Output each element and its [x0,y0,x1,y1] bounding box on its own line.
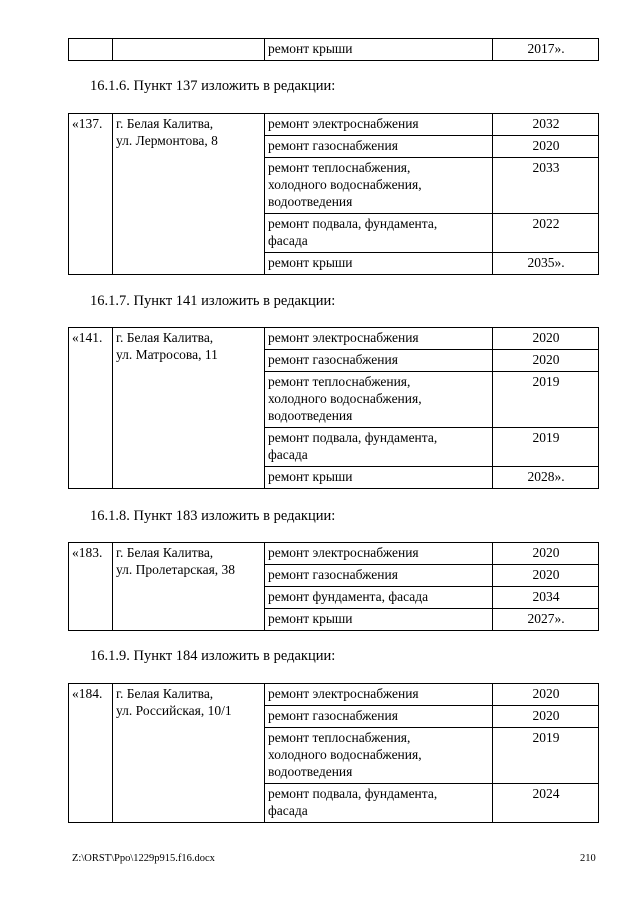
section-heading: 16.1.9. Пункт 184 изложить в редакции: [90,648,336,664]
table-section-184 [68,683,599,823]
year-cell: 2034 [493,587,599,609]
num-cell: «137. [69,114,113,275]
table-row [69,328,599,350]
table-row [69,114,599,136]
section-heading: 16.1.6. Пункт 137 изложить в редакции: [90,78,336,94]
year-cell: 2019 [493,428,599,467]
year-cell: 2019 [493,728,599,784]
work-cell: ремонт газоснабжения [265,136,493,158]
year-cell: 2020 [493,706,599,728]
work-cell: ремонт теплоснабжения, холодного водоснабжения, водоотведения [265,372,493,428]
year-cell: 2017». [493,39,599,61]
address-cell [113,39,265,61]
address-cell: г. Белая Калитва, ул. Лермонтова, 8 [113,114,265,275]
work-cell: ремонт газоснабжения [265,706,493,728]
work-cell: ремонт электроснабжения [265,114,493,136]
table-section-141 [68,327,599,489]
work-cell: ремонт газоснабжения [265,565,493,587]
work-cell: ремонт подвала, фундамента, фасада [265,428,493,467]
year-cell: 2019 [493,372,599,428]
year-cell: 2032 [493,114,599,136]
num-cell: «183. [69,543,113,631]
work-cell: ремонт теплоснабжения, холодного водоснабжения, водоотведения [265,158,493,214]
year-cell: 2022 [493,214,599,253]
year-cell: 2024 [493,784,599,823]
work-cell: ремонт фундамента, фасада [265,587,493,609]
table-row [69,543,599,565]
work-cell: ремонт крыши [265,39,493,61]
section-heading: 16.1.7. Пункт 141 изложить в редакции: [90,293,336,309]
work-cell: ремонт подвала, фундамента, фасада [265,214,493,253]
table-row [69,39,599,61]
work-cell: ремонт подвала, фундамента, фасада [265,784,493,823]
year-cell: 2033 [493,158,599,214]
section-heading: 16.1.8. Пункт 183 изложить в редакции: [90,508,336,524]
year-cell: 2035». [493,253,599,275]
work-cell: ремонт крыши [265,253,493,275]
year-cell: 2028». [493,467,599,489]
table-section-137 [68,113,599,275]
table-row [69,684,599,706]
address-cell: г. Белая Калитва, ул. Пролетарская, 38 [113,543,265,631]
table-continuation [68,38,599,61]
footer-file-path: Z:\ORST\Ppo\1229p915.f16.docx [72,853,215,864]
year-cell: 2020 [493,350,599,372]
year-cell: 2027». [493,609,599,631]
work-cell: ремонт электроснабжения [265,684,493,706]
work-cell: ремонт крыши [265,467,493,489]
num-cell [69,39,113,61]
work-cell: ремонт электроснабжения [265,543,493,565]
num-cell: «141. [69,328,113,489]
work-cell: ремонт теплоснабжения, холодного водоснабжения, водоотведения [265,728,493,784]
year-cell: 2020 [493,565,599,587]
address-cell: г. Белая Калитва, ул. Российская, 10/1 [113,684,265,823]
num-cell: «184. [69,684,113,823]
year-cell: 2020 [493,136,599,158]
work-cell: ремонт электроснабжения [265,328,493,350]
year-cell: 2020 [493,543,599,565]
year-cell: 2020 [493,328,599,350]
work-cell: ремонт газоснабжения [265,350,493,372]
address-cell: г. Белая Калитва, ул. Матросова, 11 [113,328,265,489]
footer-page-number: 210 [580,853,596,864]
year-cell: 2020 [493,684,599,706]
work-cell: ремонт крыши [265,609,493,631]
table-section-183 [68,542,599,631]
